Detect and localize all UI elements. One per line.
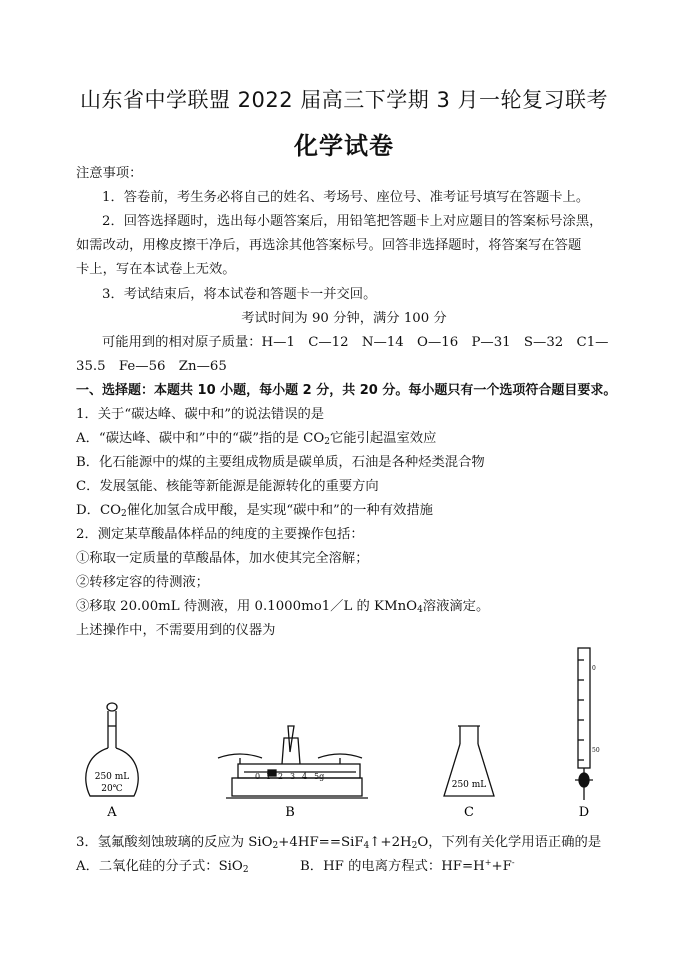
- q1-option-c: C．发展氢能、核能等新能源是能源转化的重要方向: [76, 479, 379, 494]
- exam-time: 考试时间为 90 分钟，满分 100 分: [241, 311, 447, 326]
- notes-heading: 注意事项：: [76, 166, 143, 181]
- label-c: C: [464, 805, 474, 820]
- svg-text:0: 0: [592, 665, 596, 672]
- exam-subtitle: 化学试卷: [294, 132, 394, 160]
- flask-c-volume: 250 mL: [451, 780, 487, 790]
- atomic-masses-line1: 可能用到的相对原子质量：H—1 C—12 N—14 O—16 P—31 S—32 C1—: [102, 335, 609, 350]
- apparatus-figure: [0, 640, 688, 830]
- svg-text:5g: 5g: [314, 772, 325, 781]
- exam-title: 山东省中学联盟 2022 届高三下学期 3 月一轮复习联考: [79, 88, 608, 112]
- q3-option-b: B．HF 的电离方程式：HF=H++F-: [300, 858, 515, 874]
- q2-step-1: ①称取一定质量的草酸晶体，加水使其完全溶解；: [76, 551, 369, 566]
- q1-option-d: D．$CO_2$催化加氢合成甲酸，是实现“碳中和”的一种有效措施: [76, 503, 433, 519]
- label-d: D: [578, 805, 590, 820]
- svg-text:2: 2: [278, 772, 284, 781]
- svg-text:0: 0: [255, 772, 261, 781]
- note-item-2c: 卡上，写在本试卷上无效。: [76, 262, 236, 277]
- svg-text:50: 50: [592, 747, 600, 754]
- svg-text:1: 1: [266, 772, 272, 781]
- q2-stem: 2．测定某草酸晶体样品的纯度的主要操作包括：: [76, 527, 364, 542]
- note-item-3: 3．考试结束后，将本试卷和答题卡一并交回。: [102, 287, 377, 302]
- q2-question: 上述操作中，不需要用到的仪器为: [76, 623, 276, 638]
- volumetric-flask: [86, 703, 138, 796]
- svg-text:3: 3: [290, 772, 296, 781]
- q1-option-a: A．“碳达峰、碳中和”中的“碳”指的是 $CO_2$它能引起温室效应: [76, 431, 437, 447]
- note-item-2b: 如需改动，用橡皮擦干净后，再选涂其他答案标号。回答非选择题时，将答案写在答题: [76, 238, 582, 253]
- q3-stem: 3．氢氟酸刻蚀玻璃的反应为 $SiO_2+4HF==SiF_4↑+2H_2O$，下列有关化学用语正确的是: [76, 835, 602, 851]
- section-heading: 一、选择题：本题共 10 小题，每小题 2 分，共 20 分。每小题只有一个选项符合题目要求。: [76, 383, 617, 398]
- note-item-1: 1．答卷前，考生务必将自己的姓名、考场号、座位号、准考证号填写在答题卡上。: [102, 190, 590, 205]
- note-item-2a: 2．回答选择题时，选出每小题答案后，用铅笔把答题卡上对应题目的答案标号涂黑，: [102, 214, 603, 229]
- atomic-masses-line2: 35.5 Fe—56 Zn—65: [76, 359, 227, 374]
- svg-text:4: 4: [302, 772, 308, 781]
- q2-step-3: ③移取 20.00mL 待测液，用 0.1000mo1／L 的 KMnO$_4$溶液滴定。: [76, 599, 490, 615]
- balance: [218, 726, 368, 798]
- label-a: A: [107, 805, 117, 820]
- q1-option-b: B．化石能源中的煤的主要组成物质是碳单质，石油是各种烃类混合物: [76, 455, 485, 470]
- flask-a-volume: 250 mL: [94, 772, 130, 782]
- flask-a-temperature: 20℃: [101, 784, 123, 794]
- burette-marks: [592, 665, 600, 754]
- label-b: B: [285, 805, 295, 820]
- q1-stem: 1．关于“碳达峰、碳中和”的说法错误的是: [76, 407, 325, 422]
- balance-scale-ticks: [255, 772, 324, 781]
- q3-option-a: A．二氧化硅的分子式：SiO$_2$: [76, 859, 249, 875]
- q2-step-2: ②转移定容的待测液；: [76, 575, 209, 590]
- burette: [575, 648, 593, 800]
